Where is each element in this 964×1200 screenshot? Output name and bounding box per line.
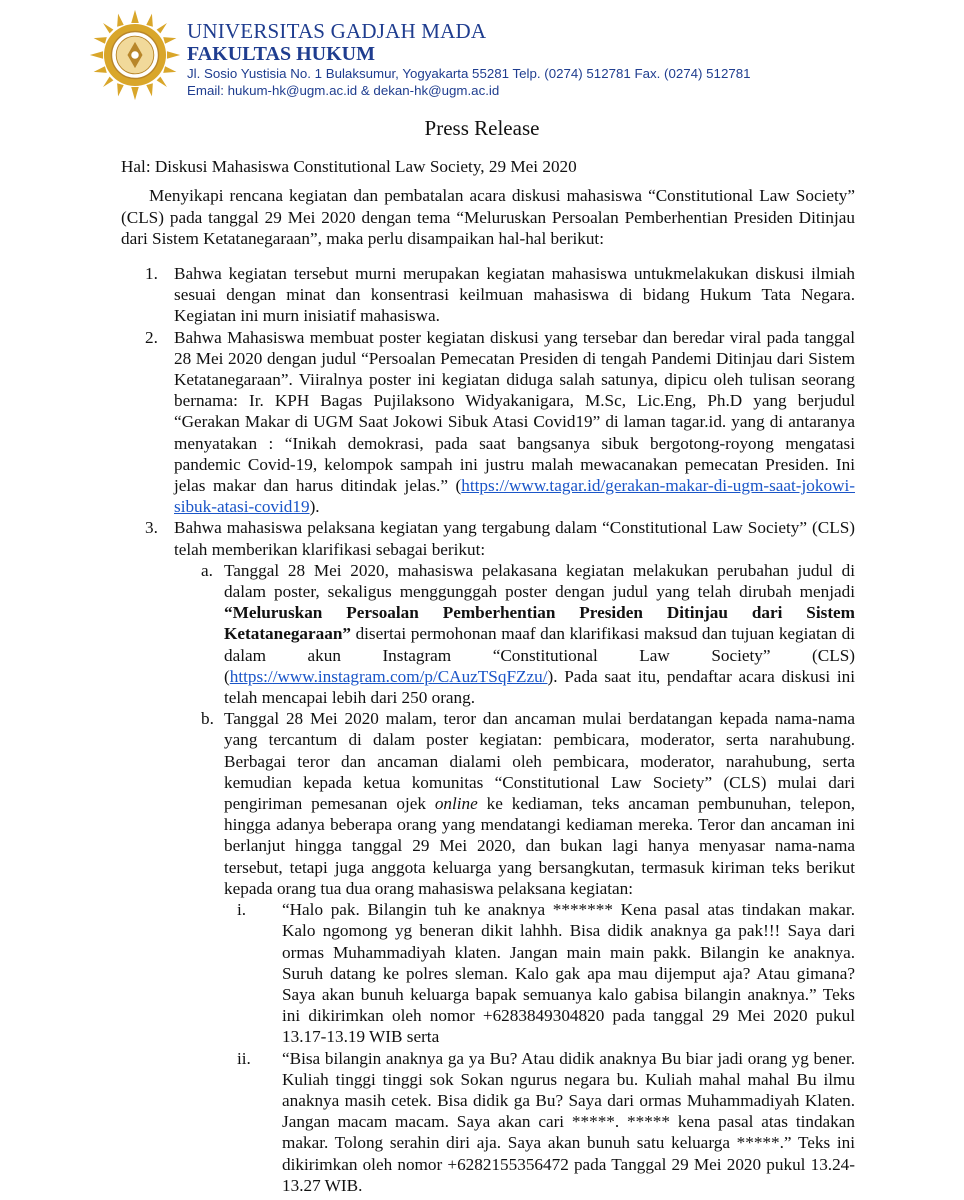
faculty-email: Email: hukum-hk@ugm.ac.id & dekan-hk@ugm.ac.id — [187, 83, 500, 98]
subpoint-text-3: ). Pada saat itu, pendaftar acara diskusi ini telah mencapai lebih dari 250 orang. — [224, 666, 855, 708]
point-text: Bahwa Mahasiswa membuat poster kegiatan diskusi yang tersebar dan beredar viral pada tanggal 28 Mei 2020 dengan judul “Persoalan Pemecatan Presiden di tengah Pandemi Ditinjau dari Sistem Ketatanegaraan”. Viiralnya poster ini kegiatan diduga salah satunya, dipicu oleh tulisan seorang bernama: Ir. KPH Bagas Pujilaksono Widyakanigara, M.Sc, Lic.Eng, Ph.D yang berjudul “Gerakan Makar di UGM Saat Jokowi Sibuk Atasi Covid19” di laman tagar.id. yang di antaranya menyatakan : “Inikah demokrasi, pada saat bangsanya sibuk bergotong-royong mengatasi pandemic Covid-19, kelompok sampah ini justru malah mewacanakan pemecatan Presiden. Ini jelas makar dan harus ditindak jelas.” ( — [174, 327, 855, 496]
subpoint-b — [174, 708, 855, 899]
point-2 — [121, 327, 855, 518]
subpoint-text: Tanggal 28 Mei 2020, mahasiswa pelakasana kegiatan melakukan perubahan judul di dalam poster, sekaligus menggunggah poster dengan judul yang telah dirubah menjadi — [224, 560, 855, 602]
document-subject: Hal: Diskusi Mahasiswa Constitutional Law Society, 29 Mei 2020 — [121, 157, 577, 176]
intro-paragraph: Menyikapi rencana kegiatan dan pembatalan acara diskusi mahasiswa “Constitutional Law Society” (CLS) pada tanggal 29 Mei 2020 dengan tema “Meluruskan Persoalan Pemberhentian Presiden Ditinjau dari Sistem Ketatanegaraan”, maka perlu disampaikan hal-hal berikut: — [121, 186, 855, 248]
subpoint-text: Tanggal 28 Mei 2020 malam, teror dan ancaman mulai berdatangan kepada nama-nama yang tercantum di dalam poster kegiatan: pembicara, moderator, serta narahubung. Berbagai teror dan ancaman dialami oleh pembicara, moderator, narahubung, serta kemudian kepada ketua komunitas “Constitutional Law Society” (CLS) mulai dari pengiriman pemesanan ojek — [224, 709, 855, 814]
subpoint-text-2: ke kediaman, teks ancaman pembunuhan, telepon, hingga adanya beberapa orang yang mendatangi kediaman mereka. Teror dan ancaman ini berlanjut hingga tanggal 29 Mei 2020, dan bukan lagi hanya menyasar nama-nama tersebut, tetapi juga anggota keluarga yang bersangkutan, termasuk kiriman teks berikut kepada orang tua dua orang mahasiswa pelaksana kegiatan: — [224, 794, 855, 898]
subpoint-roman: ii. — [237, 1048, 251, 1068]
point-text: Bahwa kegiatan tersebut murni merupakan kegiatan mahasiswa untukmelakukan diskusi ilmiah sesuai dengan minat dan konsentrasi keilmuan mahasiswa di bidang Hukum Tata Negara. Kegiatan ini murn inisiatif mahasiswa. — [174, 264, 855, 326]
poster-title-bold: “Meluruskan Persoalan Pemberhentian Presiden Ditinjau dari Sistem Ketatanegaraan” — [224, 603, 855, 644]
ugm-logo — [88, 8, 182, 102]
letterhead — [187, 20, 927, 99]
faculty-name: FAKULTAS HUKUM — [187, 43, 375, 65]
subpoint-letter: a. — [201, 560, 213, 580]
instagram-link[interactable]: https://www.instagram.com/p/CAuzTSqFZzu/ — [229, 666, 548, 686]
quote-text: “Bisa bilangin anaknya ga ya Bu? Atau didik anaknya Bu biar jadi orang yg bener. Kuliah tinggi tinggi sok Sokan ngurus negara bu. Kuliah mahal mahal Bu ilmu anaknya masih cetek. Bisa didik ga Bu? Saya dari ormas Muhammadiyah Klaten. Jangan macam macam. Saya akan cari *****. ***** kena pasal atas tindakan makar. Tolong serahin diri aja. Saya akan bunuh satu keluarga *****.” Teks ini dikirimkan oleh nomor +6282155356472 pada Tanggal 29 Mei 2020 pukul 13.24-13.27 WIB. — [282, 1048, 855, 1195]
faculty-address: Jl. Sosio Yustisia No. 1 Bulaksumur, Yogyakarta 55281 Telp. (0274) 512781 Fax. (0274) 512781 — [187, 66, 751, 81]
point-1 — [121, 263, 855, 327]
point-3 — [121, 517, 855, 559]
subpoint-b-i — [224, 899, 855, 1047]
tagar-link[interactable]: https://www.tagar.id/gerakan-makar-di-ugm-saat-jokowi-sibuk-atasi-covid19 — [174, 476, 855, 517]
quote-text: “Halo pak. Bilangin tuh ke anaknya ******* Kena pasal atas tindakan makar. Kalo ngomong yg beneran dikit lahhh. Bisa didik anaknya ga pak!!! Saya dari ormas Muhammadiyah klaten. Jangan main main pakk. Bilangin ke anaknya. Suruh datang ke polres sleman. Kalo gak apa mau dijemput aja? Atau gimana? Saya akan bunuh keluarga bapak semuanya kalo gabisa bilangin anaknya.” Teks ini dikirimkan oleh nomor +6283849304820 pada tanggal 29 Mei 2020 pukul 13.17-13.19 WIB serta — [282, 900, 855, 1047]
subpoint-text-2: disertai permohonan maaf dan klarifikasi maksud dan tujuan kegiatan di dalam akun Instagram “Constitutional Law Society” (CLS) ( — [224, 624, 855, 686]
point-text-tail: ). — [309, 497, 320, 517]
subpoint-a — [174, 560, 855, 708]
point-number: 2. — [145, 327, 158, 347]
subpoint-roman: i. — [237, 900, 247, 920]
online-italic: online — [434, 794, 478, 814]
document-title: Press Release — [424, 116, 540, 140]
point-number: 1. — [145, 264, 158, 283]
subpoint-b-ii — [224, 1048, 855, 1196]
point-text: Bahwa mahasiswa pelaksana kegiatan yang tergabung dalam “Constitutional Law Society” (CLS) telah memberikan klarifikasi sebagai berikut: — [174, 518, 855, 559]
university-name: UNIVERSITAS GADJAH MADA — [187, 19, 487, 43]
points-list — [121, 263, 855, 1196]
subpoint-letter: b. — [201, 709, 214, 729]
point-number: 3. — [145, 518, 158, 538]
